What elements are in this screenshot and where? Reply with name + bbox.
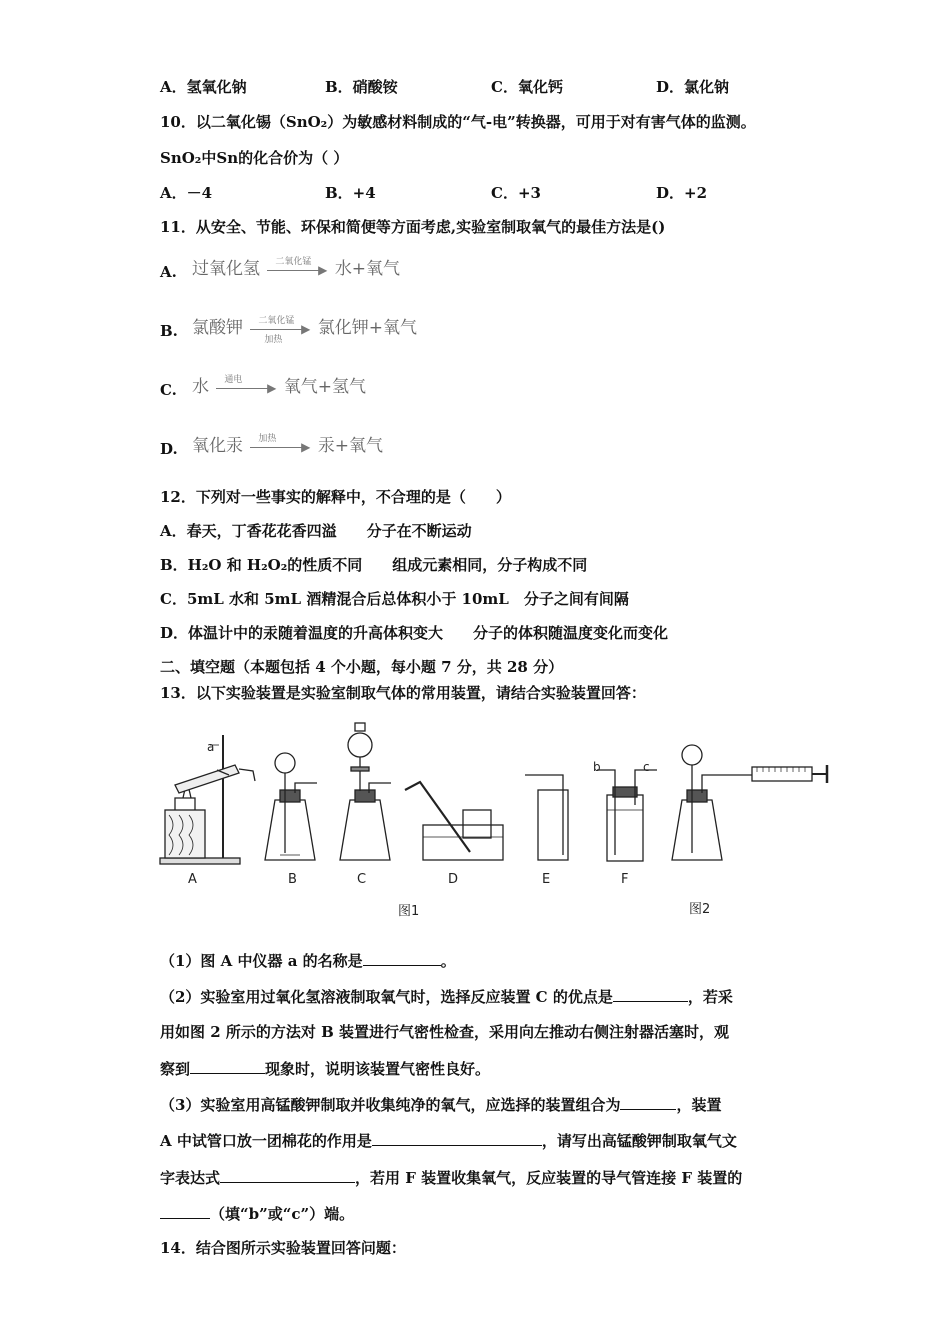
figure-1-caption: 图1 [398, 904, 420, 919]
answer-blank[interactable] [620, 1094, 676, 1110]
answer-blank[interactable] [220, 1167, 355, 1183]
product: 汞+氧气 [317, 436, 384, 456]
reactant: 氧化汞 [192, 436, 243, 456]
answer-blank[interactable] [160, 1203, 210, 1219]
q11-option-a-equation [192, 254, 400, 279]
q11-option-a-letter: A. [160, 263, 177, 281]
q11-option-d-letter: D. [160, 440, 178, 458]
q12-option-c: C．5mL 水和 5mL 酒精混合后总体积小于 10mL 分子之间有间隔 [160, 590, 629, 608]
q14-stem: 14．结合图所示实验装置回答问题： [160, 1239, 406, 1257]
q13-part2-line1: （2）实验室用过氧化氢溶液制取氧气时，选择反应装置 C 的优点是 ，若采 [160, 988, 733, 1006]
q13-part1: （1）图 A 中仪器 a 的名称是 。 [160, 952, 456, 970]
apparatus-label-d: D [448, 872, 459, 887]
q10-stem-line1: 10．以二氧化锡（SnO₂）为敏感材料制成的“气-电”转换器，可用于对有害气体的监测。 [160, 113, 756, 131]
q10-stem-line2: SnO₂中Sn的化合价为（ ） [160, 149, 349, 167]
q13-part3-line2: A 中试管口放一团棉花的作用是 ，请写出高锰酸钾制取氧气文 [160, 1132, 737, 1150]
answer-blank[interactable] [372, 1130, 542, 1146]
q13-part3-line3: 字表达式 ，若用 F 装置收集氧气，反应装置的导气管连接 F 装置的 [160, 1169, 743, 1187]
q9-option-d: D．氯化钠 [656, 78, 730, 96]
answer-blank[interactable] [613, 986, 688, 1002]
reaction-arrow-icon: 二氧化锰 ▶ 加热 [250, 322, 310, 336]
q12-option-b: B．H₂O 和 H₂O₂的性质不同 组成元素相同，分子构成不同 [160, 556, 588, 574]
product: 氧气+氢气 [283, 377, 367, 397]
tube-b-label: b [593, 760, 601, 774]
q10-option-a: A．－4 [160, 184, 213, 202]
q12-option-d: D．体温计中的汞随着温度的升高体积变大 分子的体积随温度变化而变化 [160, 624, 669, 642]
apparatus-label-a: A [188, 872, 197, 887]
apparatus-label-f: F [621, 872, 629, 887]
reactant: 氯酸钾 [192, 318, 243, 338]
q13-part3-line4: （填“b”或“c”）端。 [160, 1203, 354, 1224]
reaction-arrow-icon: 二氧化锰 ▶ [267, 263, 327, 277]
q11-option-c-equation [192, 372, 366, 397]
reaction-arrow-icon: 加热 ▶ [250, 440, 310, 454]
section-heading: 二、填空题（本题包括 4 个小题，每小题 7 分，共 28 分） [160, 658, 564, 676]
reaction-arrow-icon: 通电 ▶ [216, 381, 276, 395]
reactant: 水 [192, 377, 209, 397]
q10-option-b: B．+4 [325, 184, 376, 202]
product: 氯化钾+氧气 [317, 318, 418, 338]
q10-option-d: D．+2 [656, 184, 708, 202]
tube-c-label: c [643, 760, 650, 774]
q11-option-b-equation [192, 313, 418, 345]
q13-part2-line2: 用如图 2 所示的方法对 B 装置进行气密性检查，采用向左推动右侧注射器活塞时，观 [160, 1023, 730, 1041]
q10-option-c: C．+3 [491, 184, 541, 202]
q12-stem: 12．下列对一些事实的解释中，不合理的是（ ） [160, 488, 511, 506]
product: 水+氧气 [334, 259, 401, 279]
stand-base [160, 858, 240, 864]
q13-stem: 13．以下实验装置是实验室制取气体的常用装置，请结合实验装置回答： [160, 684, 646, 702]
answer-blank[interactable] [190, 1058, 265, 1074]
q11-option-b-letter: B. [160, 322, 178, 340]
apparatus-label-b: B [288, 872, 297, 887]
q11-option-d-equation [192, 431, 383, 456]
lab-apparatus-figure [155, 715, 835, 920]
q13-part2-line3: 察到 现象时，说明该装置气密性良好。 [160, 1060, 491, 1078]
apparatus-label-c: C [357, 872, 367, 887]
q13-part3-line1: （3）实验室用高锰酸钾制取并收集纯净的氧气，应选择的装置组合为 ，装置 [160, 1096, 722, 1114]
q11-stem: 11．从安全、节能、环保和简便等方面考虑,实验室制取氧气的最佳方法是() [160, 218, 666, 236]
instrument-a-label: a [207, 740, 215, 754]
figure-2-caption: 图2 [689, 902, 711, 917]
q9-option-c: C．氧化钙 [491, 78, 563, 96]
q12-option-a: A．春天，丁香花花香四溢 分子在不断运动 [160, 522, 472, 540]
reactant: 过氧化氢 [192, 259, 260, 279]
q9-option-b: B．硝酸铵 [325, 78, 398, 96]
apparatus-label-e: E [542, 872, 551, 887]
q9-option-a: A．氢氧化钠 [160, 78, 247, 96]
q11-option-c-letter: C. [160, 381, 177, 399]
answer-blank[interactable] [363, 950, 441, 966]
